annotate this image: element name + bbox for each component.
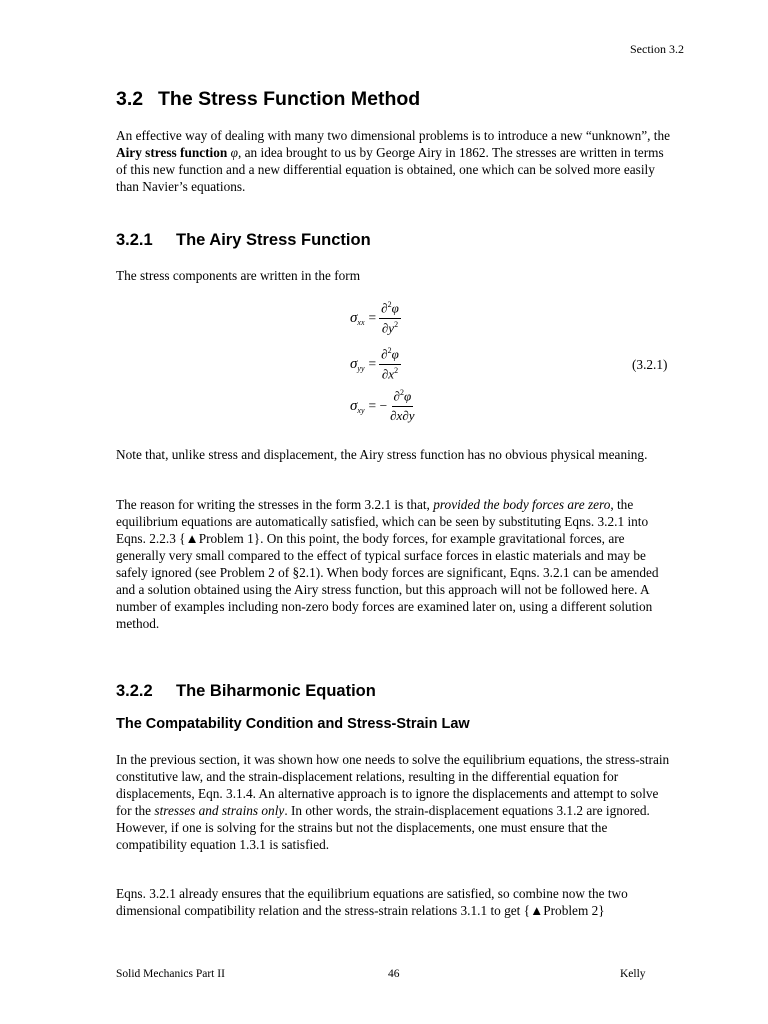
stress-lead-text: The stress components are written in the form — [116, 268, 361, 283]
section-number: 3.2 — [116, 88, 144, 110]
phi-symbol: φ — [230, 145, 238, 160]
subheading: The Compatability Condition and Stress-Strain Law — [116, 716, 470, 732]
subsection-heading-321 — [116, 231, 371, 250]
equation-number: (3.2.1) — [632, 357, 668, 372]
fraction — [379, 346, 401, 382]
running-header: Section 3.2 — [630, 42, 684, 56]
partial: ∂ — [393, 388, 400, 404]
exponent: 2 — [394, 319, 399, 329]
fraction — [390, 388, 414, 423]
exponent: 2 — [387, 300, 392, 310]
phi: φ — [403, 388, 412, 404]
section-title-text: The Stress Function Method — [158, 88, 421, 110]
equation-sigma-xx — [350, 298, 401, 338]
exponent: 2 — [394, 365, 399, 375]
text-a: In the previous section, it was shown how one needs to solve the equilibrium equations, the stress-strain constitutive law, and the strain-displacement relations, resulting in the differential equation for displacements, Eqn. 3.1.4. An alternative approach is to ignore the displacements and attempt to solve for the — [116, 752, 670, 818]
sigma-symbol: σ — [350, 355, 358, 372]
airy-term: Airy stress function — [116, 145, 228, 160]
footer-right: Kelly — [620, 968, 646, 980]
intro-text-b: , an idea brought to us by George Airy in 1862. The stresses are written in terms of this new function and a new differential equation is obtained, one which can be solved more easily than Navier’s equations. — [116, 145, 664, 194]
emphasis: provided the body forces are zero — [433, 497, 611, 512]
exponent: 2 — [387, 346, 392, 356]
intro-text-a: An effective way of dealing with many two dimensional problems is to introduce a new “unknown”, the — [116, 128, 671, 143]
emphasis: stresses and strains only — [154, 803, 285, 818]
subsection-title: The Biharmonic Equation — [176, 682, 376, 700]
exponent: 2 — [399, 388, 404, 398]
equals-sign: = − — [368, 398, 388, 413]
equation-sigma-yy — [350, 344, 401, 384]
footer-left: Solid Mechanics Part II — [116, 968, 225, 980]
text-a: The reason for writing the stresses in the form 3.2.1 is that, — [116, 497, 434, 512]
combine-paragraph: Eqns. 3.2.1 already ensures that the equilibrium equations are satisfied, so combine now the two dimensional compatibility relation and the stress-strain relations 3.1.1 to get {▲Problem 2} — [116, 886, 628, 918]
numerator — [379, 346, 401, 364]
partial: ∂ — [381, 300, 388, 316]
body-forces-paragraph — [116, 496, 676, 632]
denominator — [382, 319, 398, 336]
equation-sigma-xy — [350, 386, 415, 426]
partial-var: ∂x∂y — [390, 407, 415, 423]
text-b: . In other words, the strain-displacement equations 3.1.2 are ignored. However, if one is solving for the strains but not the displacements, one must ensure that the compatibility equation 1.3.1 is satisfied. — [116, 803, 650, 852]
subscript: xy — [357, 405, 365, 415]
partial-var: ∂y — [381, 319, 395, 335]
equals-sign: = — [368, 310, 377, 325]
equals-sign: = — [368, 356, 377, 371]
partial: ∂ — [381, 346, 388, 362]
text-b: , the equilibrium equations are automatically satisfied, which can be seen by substituting Eqns. 3.2.1 into Eqns. 2.2.3 {▲Problem 1}. On this point, the body forces, for example gravitational forces, are generally very small compared to the effect of typical surface forces in elastic materials and may be safely ignored (see Problem 2 of §2.1). When body forces are significant, Eqns. 3.2.1 can be amended and a solution obtained using the Airy stress function, but this approach will not be followed here. A number of examples including non-zero body forces are examined later on, using a different solution method. — [116, 497, 659, 631]
denominator — [390, 407, 414, 424]
note-paragraph: Note that, unlike stress and displacement, the Airy stress function has no obvious physical meaning. — [116, 447, 648, 462]
denominator — [382, 365, 398, 382]
subsection-title: The Airy Stress Function — [176, 231, 371, 249]
section-title — [116, 88, 420, 111]
numerator — [379, 300, 401, 318]
subscript: xx — [357, 317, 365, 327]
subsection-heading-322 — [116, 682, 376, 701]
sigma-symbol: σ — [350, 309, 358, 326]
subscript: yy — [357, 363, 365, 373]
numerator — [392, 388, 414, 406]
sigma-symbol: σ — [350, 397, 358, 414]
phi: φ — [391, 300, 399, 316]
subsection-number: 3.2.1 — [116, 231, 153, 249]
page-number: 46 — [388, 968, 400, 980]
fraction — [379, 300, 401, 336]
compatibility-paragraph — [116, 751, 676, 853]
intro-paragraph — [116, 127, 676, 195]
subsection-number: 3.2.2 — [116, 682, 153, 700]
phi: φ — [391, 346, 399, 362]
partial-var: ∂x — [381, 365, 395, 381]
